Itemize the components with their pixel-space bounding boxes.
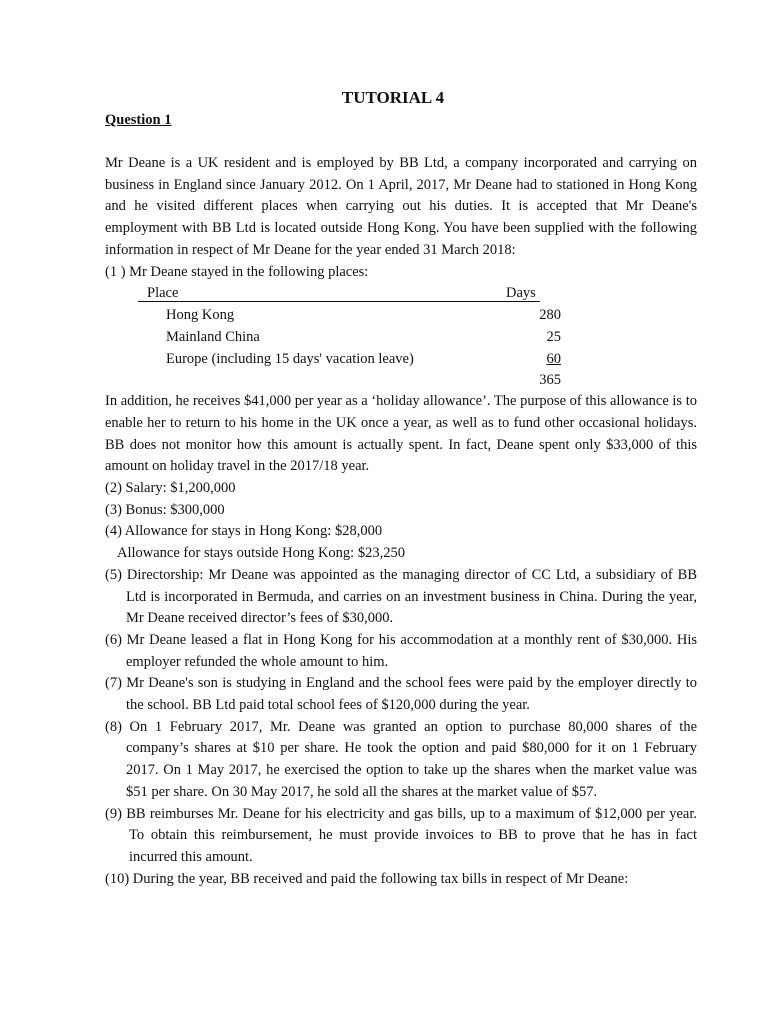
item-7: (7) Mr Deane's son is studying in England and the school fees were paid by the employer directly to the school. BB Ltd paid total school fees of $120,000 during the year. <box>105 675 697 714</box>
item-1-label: (1 ) Mr Deane stayed in the following places: <box>105 263 369 280</box>
days-total: 365 <box>539 372 561 389</box>
place-cell: Europe (including 15 days' vacation leave) <box>166 350 414 367</box>
item-10: (10) During the year, BB received and paid the following tax bills in respect of Mr Deane: <box>105 870 629 887</box>
place-cell: Hong Kong <box>166 307 235 324</box>
days-cell: 25 <box>546 328 561 345</box>
header-underline <box>138 301 540 302</box>
table-row <box>105 327 697 349</box>
item-4a: (4) Allowance for stays in Hong Kong: $28,000 <box>105 523 383 540</box>
item-8: (8) On 1 February 2017, Mr. Deane was granted an option to purchase 80,000 shares of the company’s shares at $10 per share. He took the option and paid $80,000 for it on 1 February 2017. On 1 May 2017, he exercised the option to take up the shares when the market value was $51 per share. On 30 May 2017, he sold all the shares at the market value of $57. <box>105 718 697 800</box>
places-table <box>105 283 697 391</box>
item-3: (3) Bonus: $300,000 <box>105 501 225 518</box>
header-place: Place <box>147 285 179 302</box>
places-table-header <box>105 283 697 305</box>
question-heading: Question 1 <box>105 112 172 128</box>
days-cell: 280 <box>539 307 561 324</box>
intro-paragraph: Mr Deane is a UK resident and is employed by BB Ltd, a company incorporated and carrying on business in England since January 2012. On 1 April, 2017, Mr Deane had to stationed in Hong Kong and he visited different places when carrying out his duties. It is accepted that Mr Deane's employment with BB Ltd is located outside Hong Kong. You have been supplied with the following information in respect of Mr Deane for the year ended 31 March 2018: <box>105 155 697 258</box>
header-days: Days <box>506 285 536 302</box>
item-5: (5) Directorship: Mr Deane was appointed as the managing director of CC Ltd, a subsidiary of BB Ltd is incorporated in Bermuda, and carries on an investment business in China. During the year, Mr Deane received director’s fees of $30,000. <box>105 566 697 627</box>
place-cell: Mainland China <box>166 328 260 345</box>
table-row <box>105 349 697 371</box>
item-9: (9) BB reimburses Mr. Deane for his electricity and gas bills, up to a maximum of $12,000 per year. To obtain this reimbursement, he must provide invoices to BB to prove that he has in fact incurred this amount. <box>105 805 697 865</box>
question-body <box>105 153 697 890</box>
table-row <box>105 305 697 327</box>
page-title: TUTORIAL 4 <box>341 88 445 107</box>
table-total-row <box>105 370 697 392</box>
days-value-underlined: 60 <box>546 350 561 367</box>
item-2: (2) Salary: $1,200,000 <box>105 480 236 497</box>
holiday-allowance-paragraph: In addition, he receives $41,000 per year as a ‘holiday allowance’. The purpose of this allowance is to enable her to return to his home in the UK once a year, as well as to fund other occasional holidays. BB does not monitor how this amount is actually spent. In fact, Deane spent only $33,000 of this amount on holiday travel in the 2017/18 year. <box>105 393 697 475</box>
item-6: (6) Mr Deane leased a flat in Hong Kong for his accommodation at a monthly rent of $30,000. His employer refunded the whole amount to him. <box>105 631 697 670</box>
item-4b: Allowance for stays outside Hong Kong: $23,250 <box>117 545 405 562</box>
days-cell <box>491 349 561 371</box>
